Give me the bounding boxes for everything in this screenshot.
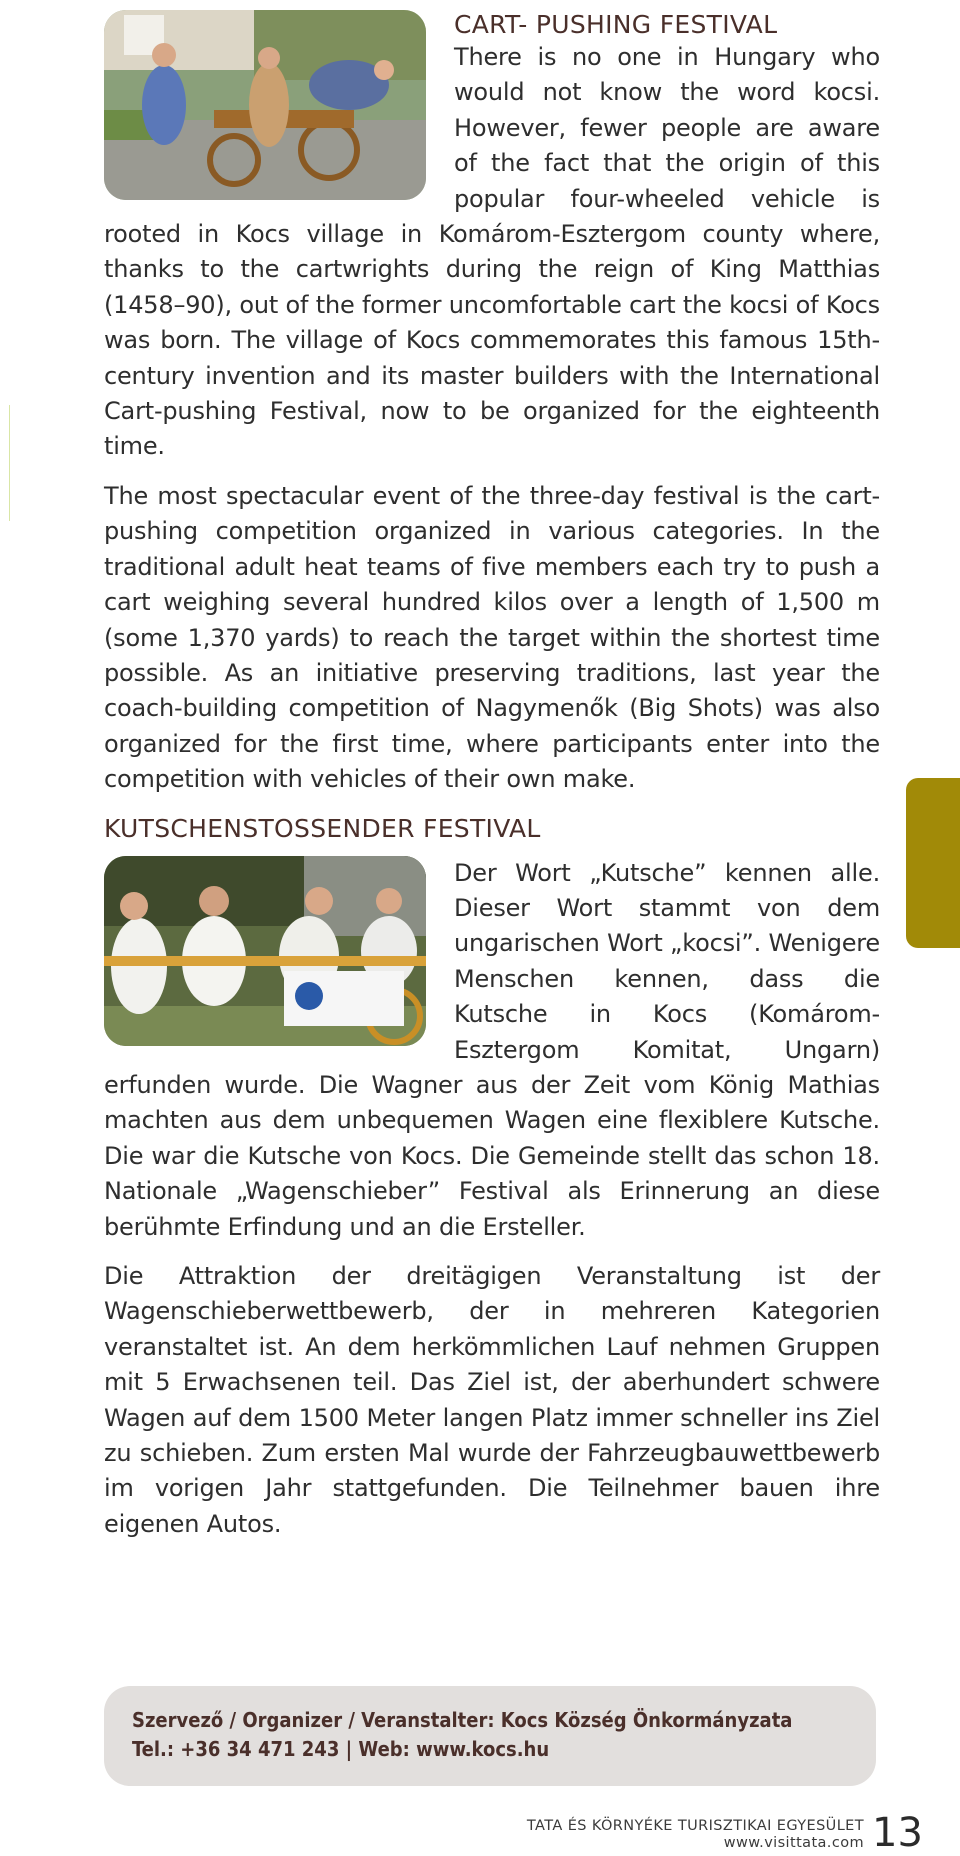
page-number: 13 (872, 1810, 923, 1856)
article (104, 10, 880, 1556)
organizer-contact: Tel.: +36 34 471 243 | Web: www.kocs.hu (132, 1737, 550, 1761)
chapter-tab (906, 778, 960, 948)
paragraph: Der Wort „Kutsche” kennen alle. Dieser Wort stammt von dem ungarischen Wort „kocsi”. Wenigere Menschen kennen, dass die Kutsche in Kocs (Komárom-Esztergom Komitat, Ungarn) erfunden wurde. Die Wagner aus der Zeit vom König Mathias machten aus dem unbequemen Wagen eine flexiblere Kutsche. Die war die Kutsche von Kocs. Die Gemeinde stellt das schon 18. Nationale „Wagenschieber” Festival als Erinnerung an diese berühmte Erfindung und an die Ersteller. (104, 858, 880, 1241)
margin-guide-line (9, 405, 10, 521)
organizer-box (104, 1686, 876, 1786)
section-heading: KUTSCHENSTOSSENDER FESTIVAL (104, 813, 541, 843)
kutschen-photo (104, 856, 426, 1046)
paragraph: Die Attraktion der dreitägigen Veranstaltung ist der Wagenschieberwettbewerb, der in mehreren Kategorien veranstaltet ist. An dem herkömmlichen Lauf nehmen Gruppen mit 5 Erwachsenen teil. Das Ziel ist, der aberhundert schwere Wagen auf dem 1500 Meter langen Platz immer schneller ins Ziel zu schieben. Zum ersten Mal wurde der Fahrzeugbauwettbewerb im vorigen Jahr stattgefunden. Die Teilnehmer bauen ihre eigenen Autos. (104, 1262, 880, 1538)
footer (527, 1818, 864, 1852)
footer-website: www.visittata.com (723, 1835, 864, 1851)
kutschen-section (104, 814, 880, 1543)
cart-pushing-photo (104, 10, 426, 200)
organizer-name: Szervező / Organizer / Veranstalter: Kocs Község Önkormányzata (132, 1708, 793, 1732)
footer-association: TATA ÉS KÖRNYÉKE TURISZTIKAI EGYESÜLET (526, 1818, 864, 1834)
paragraph: The most spectacular event of the three-day festival is the cart-pushing competition organized in various categories. In the traditional adult heat teams of five members each try to push a cart weighing several hundred kilos over a length of 1,500 m (some 1,370 yards) to reach the target within the shortest time possible. As an initiative preserving traditions, last year the coach-building competition of Nagymenők (Big Shots) was also organized for the first time, where participants enter into the competition with vehicles of their own make. (104, 481, 880, 794)
cart-pushing-section (104, 10, 880, 798)
section-heading: CART- PUSHING FESTIVAL (454, 10, 778, 39)
paragraph: There is no one in Hungary who would not know the word kocsi. However, fewer people are aware of the fact that the origin of this popular four-wheeled vehicle is rooted in Kocs village in Komárom-Esztergom county where, thanks to the cartwrights during the reign of King Matthias (1458–90), out of the former uncomfortable cart the kocsi of Kocs was born. The village of Kocs commemorates this famous 15th-century invention and its master builders with the International Cart-pushing Festival, now to be organized for the eighteenth time. (104, 43, 880, 461)
